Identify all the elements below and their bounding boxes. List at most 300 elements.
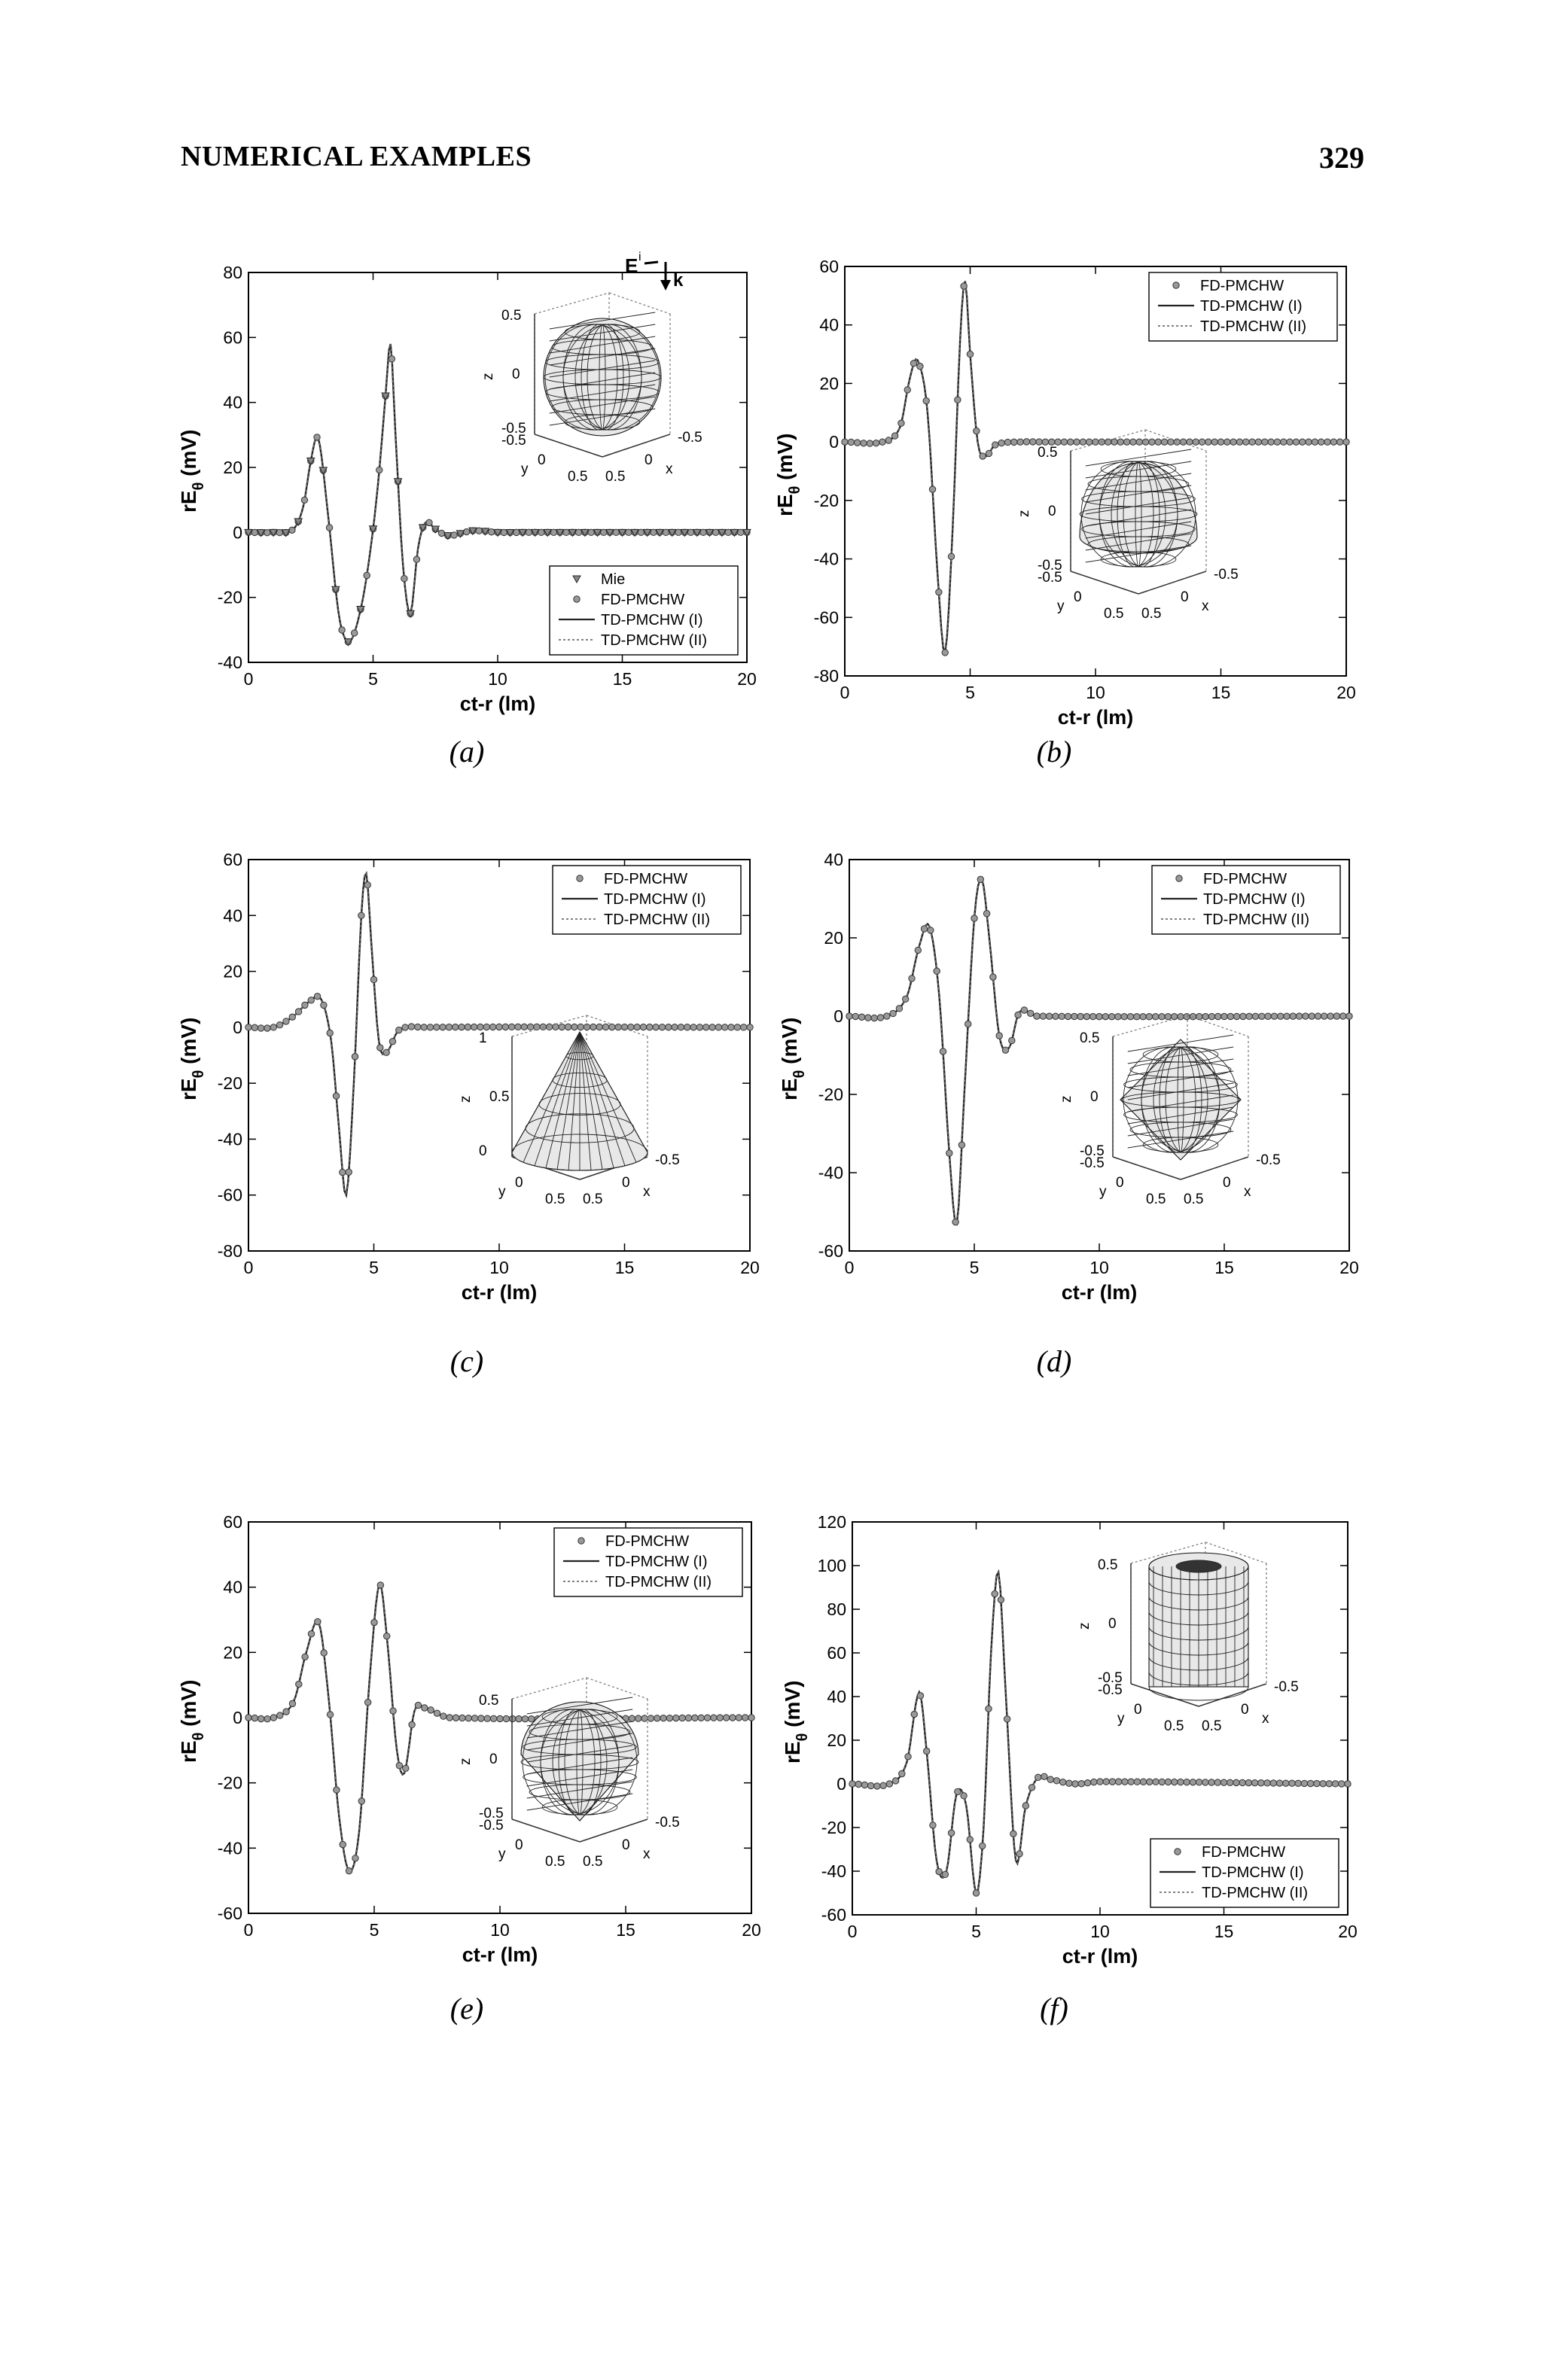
y-tick-label: 60 bbox=[223, 1512, 242, 1532]
marker-point bbox=[600, 529, 606, 535]
marker-point bbox=[490, 1715, 496, 1721]
marker-point bbox=[613, 529, 619, 535]
marker-point bbox=[364, 882, 370, 888]
marker-point bbox=[965, 1021, 971, 1027]
marker-point bbox=[666, 1024, 672, 1030]
marker-point bbox=[629, 1715, 635, 1721]
marker-point bbox=[634, 1024, 640, 1030]
marker-point bbox=[1274, 439, 1280, 445]
marker-point bbox=[1211, 439, 1217, 445]
marker-point bbox=[1336, 439, 1342, 445]
inset-x-tick: 0.5 bbox=[605, 469, 626, 485]
inset-z-name: z bbox=[1077, 1622, 1093, 1630]
inset-3d bbox=[1059, 1015, 1281, 1207]
inset-3d bbox=[480, 293, 702, 485]
marker-point bbox=[459, 1715, 465, 1721]
marker-point bbox=[1068, 439, 1074, 445]
marker-point bbox=[672, 1024, 678, 1030]
marker-point bbox=[377, 1045, 383, 1051]
inset-x-name: x bbox=[1244, 1184, 1251, 1200]
legend-label: Mie bbox=[601, 571, 626, 588]
marker-point bbox=[1029, 1785, 1035, 1791]
y-tick-label: 20 bbox=[223, 458, 242, 477]
marker-point bbox=[352, 1054, 358, 1060]
y-tick-label: -60 bbox=[217, 1904, 242, 1923]
marker-point bbox=[483, 1024, 489, 1030]
marker-point bbox=[638, 529, 644, 535]
marker-point bbox=[654, 1715, 660, 1721]
marker-point bbox=[1010, 1831, 1016, 1837]
marker-point bbox=[289, 527, 295, 533]
inset-x-tick: -0.5 bbox=[655, 1152, 680, 1168]
legend-symbol-circle bbox=[578, 1538, 584, 1544]
marker-point bbox=[723, 1715, 729, 1721]
y-tick-label: 0 bbox=[233, 1708, 242, 1727]
y-axis-label-main: rE bbox=[781, 1741, 804, 1764]
inset-y-tick: 0.5 bbox=[1146, 1192, 1166, 1207]
y-axis-label-main: rE bbox=[778, 1078, 801, 1100]
x-tick-label: 15 bbox=[616, 1920, 635, 1940]
y-axis-label bbox=[177, 430, 207, 513]
inset-x-name: x bbox=[1202, 598, 1209, 614]
marker-point bbox=[1309, 1013, 1315, 1019]
marker-point bbox=[1153, 1779, 1159, 1785]
marker-point bbox=[986, 1706, 992, 1712]
inset-x-tick: 0.5 bbox=[1184, 1192, 1204, 1207]
chart-panel-e bbox=[177, 1512, 761, 1966]
legend-label: TD-PMCHW (II) bbox=[604, 912, 711, 928]
inset-x-name: x bbox=[643, 1846, 651, 1862]
x-axis-label: ct-r (lm) bbox=[461, 1281, 538, 1304]
inset-x-tick: 0.5 bbox=[1141, 606, 1162, 622]
running-title: NUMERICAL EXAMPLES bbox=[181, 141, 532, 172]
marker-point bbox=[896, 1006, 902, 1012]
y-tick-label: -20 bbox=[217, 1073, 242, 1094]
marker-point bbox=[308, 997, 314, 1003]
legend-label: TD-PMCHW (I) bbox=[1203, 891, 1306, 908]
marker-point bbox=[1217, 439, 1224, 445]
y-axis-label-main: rE bbox=[773, 494, 797, 516]
marker-point bbox=[1187, 439, 1193, 445]
marker-point bbox=[415, 1702, 421, 1708]
marker-point bbox=[588, 529, 594, 535]
marker-point bbox=[364, 572, 370, 578]
y-tick-label: 20 bbox=[223, 1642, 242, 1663]
marker-point bbox=[854, 440, 860, 446]
marker-point bbox=[434, 1024, 440, 1030]
y-axis-label bbox=[177, 1680, 207, 1763]
marker-point bbox=[1102, 1013, 1108, 1019]
inset-z-tick: -0.5 bbox=[1080, 1143, 1105, 1159]
marker-point bbox=[1327, 1013, 1333, 1019]
x-tick-label: 10 bbox=[1090, 1922, 1110, 1941]
marker-point bbox=[849, 1781, 855, 1787]
marker-point bbox=[948, 553, 954, 559]
marker-point bbox=[463, 528, 469, 534]
marker-point bbox=[522, 1715, 528, 1721]
marker-point bbox=[709, 1024, 715, 1030]
y-axis-label-sub: θ bbox=[787, 485, 803, 495]
marker-point bbox=[1091, 1779, 1097, 1785]
marker-point bbox=[1306, 439, 1312, 445]
marker-point bbox=[446, 1024, 452, 1030]
marker-point bbox=[961, 283, 967, 289]
marker-point bbox=[1324, 439, 1330, 445]
marker-point bbox=[1233, 1779, 1239, 1785]
marker-point bbox=[1321, 1013, 1327, 1019]
marker-point bbox=[502, 1024, 508, 1030]
marker-point bbox=[1270, 1780, 1276, 1786]
marker-point bbox=[529, 1716, 535, 1722]
marker-point bbox=[478, 1715, 484, 1721]
marker-point bbox=[1236, 439, 1242, 445]
inset-x-axis bbox=[602, 434, 670, 457]
x-tick-label: 10 bbox=[1086, 683, 1105, 702]
legend-label: TD-PMCHW (II) bbox=[605, 1574, 712, 1590]
marker-point bbox=[1140, 1779, 1146, 1785]
legend-label: TD-PMCHW (I) bbox=[604, 891, 706, 908]
marker-point bbox=[1227, 1779, 1233, 1785]
inset-3d bbox=[1077, 1542, 1299, 1734]
inset-y-name: y bbox=[498, 1846, 506, 1862]
x-tick-label: 10 bbox=[488, 669, 507, 689]
marker-point bbox=[427, 1024, 433, 1030]
marker-point bbox=[1121, 1014, 1127, 1020]
inset-z-tick: 0 bbox=[1048, 504, 1056, 519]
marker-point bbox=[515, 1024, 521, 1030]
marker-point bbox=[1017, 439, 1023, 445]
inset-y-tick: -0.5 bbox=[1080, 1155, 1105, 1171]
y-tick-label: -60 bbox=[821, 1905, 846, 1925]
marker-point bbox=[679, 1715, 685, 1721]
marker-point bbox=[1028, 1010, 1034, 1016]
y-axis-label-main: rE bbox=[177, 490, 200, 513]
marker-point bbox=[489, 529, 495, 535]
marker-point bbox=[1084, 1780, 1090, 1786]
marker-point bbox=[422, 1705, 428, 1711]
marker-point bbox=[409, 1721, 415, 1727]
marker-point bbox=[1315, 1013, 1321, 1019]
inset-x-tick: 0 bbox=[622, 1175, 630, 1191]
legend-label: TD-PMCHW (I) bbox=[601, 612, 703, 628]
inset-z-tick: 0 bbox=[1108, 1616, 1117, 1632]
y-tick-label: 60 bbox=[819, 257, 839, 276]
marker-point bbox=[996, 1033, 1002, 1039]
marker-point bbox=[1074, 439, 1080, 445]
marker-point bbox=[1252, 1013, 1258, 1019]
subfigure-caption-e: (e) bbox=[449, 1992, 484, 2025]
marker-point bbox=[446, 1715, 453, 1721]
x-tick-label: 20 bbox=[737, 669, 757, 689]
marker-point bbox=[747, 1024, 753, 1030]
inset-z-tick: 0.5 bbox=[479, 1693, 499, 1709]
y-tick-label: -40 bbox=[217, 1838, 242, 1858]
marker-point bbox=[438, 530, 444, 536]
marker-point bbox=[842, 439, 848, 445]
marker-point bbox=[983, 911, 989, 917]
y-tick-label: 40 bbox=[223, 905, 242, 926]
marker-point bbox=[321, 1650, 327, 1656]
marker-point bbox=[1303, 1013, 1309, 1019]
inset-k-arrowhead bbox=[660, 280, 671, 291]
marker-point bbox=[1059, 1779, 1065, 1785]
inset-z-name: z bbox=[458, 1758, 474, 1765]
marker-point bbox=[1147, 1779, 1153, 1785]
marker-point bbox=[364, 1699, 370, 1705]
marker-point bbox=[653, 1024, 659, 1030]
legend bbox=[553, 866, 741, 934]
marker-point bbox=[563, 529, 569, 535]
inset-z-tick: 0.5 bbox=[489, 1089, 510, 1105]
marker-point bbox=[283, 1018, 289, 1024]
marker-point bbox=[1296, 1013, 1302, 1019]
marker-point bbox=[1165, 1779, 1171, 1785]
marker-point bbox=[725, 529, 731, 535]
marker-point bbox=[577, 1024, 584, 1030]
y-axis-label bbox=[177, 1018, 207, 1100]
inset-z-tick: -0.5 bbox=[1098, 1670, 1123, 1686]
marker-point bbox=[459, 1024, 465, 1030]
marker-point bbox=[321, 1002, 327, 1008]
y-axis-label bbox=[778, 1018, 808, 1100]
marker-point bbox=[371, 1619, 377, 1625]
y-tick-label: 60 bbox=[223, 850, 242, 869]
marker-point bbox=[396, 1763, 402, 1769]
legend-label: FD-PMCHW bbox=[1202, 1844, 1286, 1861]
y-tick-label: -60 bbox=[813, 607, 839, 628]
marker-point bbox=[740, 1024, 746, 1030]
y-tick-label: -40 bbox=[217, 653, 242, 672]
marker-point bbox=[1190, 1779, 1196, 1785]
x-tick-label: 10 bbox=[1089, 1258, 1109, 1277]
marker-point bbox=[596, 1024, 602, 1030]
marker-point bbox=[327, 1712, 333, 1718]
marker-point bbox=[1115, 1014, 1121, 1020]
marker-point bbox=[738, 529, 744, 535]
marker-point bbox=[1168, 439, 1174, 445]
marker-point bbox=[314, 434, 320, 440]
marker-point bbox=[1239, 1779, 1245, 1785]
inset-x-tick: -0.5 bbox=[1256, 1152, 1281, 1168]
subfigure-caption-c: (c) bbox=[449, 1344, 484, 1378]
y-axis-label-sub: θ bbox=[190, 1070, 207, 1079]
marker-point bbox=[1047, 1776, 1053, 1782]
marker-point bbox=[986, 450, 992, 456]
marker-point bbox=[974, 428, 980, 434]
y-axis-label-unit: (mV) bbox=[773, 433, 797, 486]
inset-y-tick: 0.5 bbox=[1104, 606, 1124, 622]
inset-y-tick: -0.5 bbox=[479, 1818, 504, 1834]
y-tick-label: 40 bbox=[223, 1577, 242, 1597]
marker-point bbox=[315, 1618, 321, 1624]
marker-point bbox=[1287, 439, 1293, 445]
marker-point bbox=[1174, 439, 1180, 445]
marker-point bbox=[1146, 1014, 1152, 1020]
marker-point bbox=[440, 1713, 446, 1719]
marker-point bbox=[1202, 1779, 1208, 1785]
marker-point bbox=[1004, 439, 1010, 445]
marker-point bbox=[1108, 1013, 1114, 1019]
marker-point bbox=[648, 1715, 654, 1721]
marker-point bbox=[1036, 439, 1042, 445]
marker-point bbox=[1023, 439, 1029, 445]
marker-point bbox=[1083, 1013, 1089, 1019]
marker-point bbox=[1245, 1779, 1251, 1785]
x-axis-label: ct-r (lm) bbox=[459, 692, 536, 715]
inset-y-name: y bbox=[1117, 1711, 1125, 1727]
marker-point bbox=[992, 442, 998, 448]
marker-point bbox=[874, 1783, 880, 1789]
x-tick-label: 0 bbox=[243, 1258, 254, 1277]
marker-point bbox=[1221, 1013, 1227, 1019]
marker-point bbox=[1214, 1779, 1220, 1785]
legend-label: FD-PMCHW bbox=[1200, 278, 1284, 294]
inset-z-tick: 0.5 bbox=[501, 308, 522, 324]
marker-point bbox=[333, 1093, 339, 1099]
marker-point bbox=[389, 1038, 395, 1044]
marker-point bbox=[1136, 439, 1142, 445]
inset-y-name: y bbox=[498, 1184, 506, 1200]
inset-e-superscript: i bbox=[638, 251, 641, 263]
marker-point bbox=[1258, 1780, 1264, 1786]
marker-point bbox=[1330, 439, 1336, 445]
marker-point bbox=[877, 1015, 883, 1021]
marker-point bbox=[1015, 1012, 1021, 1018]
marker-point bbox=[421, 1024, 427, 1030]
marker-point bbox=[715, 1024, 721, 1030]
marker-point bbox=[909, 975, 915, 982]
legend-symbol-circle bbox=[574, 596, 580, 602]
marker-point bbox=[1278, 1013, 1284, 1019]
marker-point bbox=[501, 529, 507, 535]
marker-point bbox=[1059, 1013, 1065, 1019]
marker-point bbox=[990, 974, 996, 980]
marker-point bbox=[1339, 1781, 1345, 1787]
inset-e-arrow bbox=[645, 262, 658, 263]
marker-point bbox=[647, 1024, 653, 1030]
marker-point bbox=[1122, 1779, 1128, 1785]
chart-panel-f bbox=[781, 1512, 1358, 1968]
marker-point bbox=[1333, 1013, 1339, 1019]
marker-point bbox=[484, 1715, 490, 1721]
y-tick-label: 20 bbox=[223, 961, 242, 982]
inset-y-name: y bbox=[1099, 1184, 1107, 1200]
marker-point bbox=[428, 1707, 434, 1713]
y-axis-label-unit: (mV) bbox=[781, 1680, 804, 1733]
y-tick-label: -60 bbox=[818, 1241, 843, 1261]
marker-point bbox=[903, 996, 909, 1002]
marker-point bbox=[891, 433, 897, 439]
marker-point bbox=[471, 1024, 477, 1030]
marker-point bbox=[940, 1048, 946, 1055]
page-header bbox=[181, 140, 1364, 178]
marker-point bbox=[1227, 1013, 1233, 1019]
marker-point bbox=[559, 1024, 565, 1030]
marker-point bbox=[289, 1700, 295, 1706]
legend-symbol-circle bbox=[1173, 282, 1179, 288]
inset-axis-line bbox=[587, 1678, 648, 1699]
y-tick-label: -20 bbox=[818, 1085, 843, 1104]
inset-y-tick: 0 bbox=[1134, 1702, 1142, 1718]
marker-point bbox=[1196, 1779, 1202, 1785]
inset-z-tick: 1 bbox=[479, 1030, 487, 1046]
marker-point bbox=[1149, 439, 1155, 445]
subfigure-caption-a: (a) bbox=[449, 735, 485, 768]
marker-point bbox=[1040, 1013, 1046, 1019]
legend-label: TD-PMCHW (II) bbox=[1200, 318, 1307, 335]
x-axis-label: ct-r (lm) bbox=[1062, 1945, 1138, 1968]
marker-point bbox=[489, 1024, 495, 1030]
marker-point bbox=[1340, 1013, 1346, 1019]
marker-point bbox=[873, 440, 879, 446]
marker-point bbox=[730, 1715, 736, 1721]
x-tick-label: 15 bbox=[1211, 683, 1231, 702]
y-tick-label: 60 bbox=[223, 327, 242, 348]
sphere-mesh bbox=[544, 318, 661, 436]
marker-point bbox=[1249, 439, 1255, 445]
inset-k-label: k bbox=[673, 270, 684, 291]
inset-z-name: z bbox=[1016, 510, 1032, 517]
marker-point bbox=[692, 1715, 698, 1721]
marker-point bbox=[1300, 439, 1306, 445]
marker-point bbox=[666, 1715, 672, 1721]
inset-y-name: y bbox=[521, 461, 529, 477]
marker-point bbox=[1066, 1780, 1072, 1786]
y-tick-label: 20 bbox=[819, 373, 839, 394]
inset-y-tick: -0.5 bbox=[1098, 1682, 1123, 1698]
marker-point bbox=[640, 1024, 646, 1030]
marker-point bbox=[1343, 439, 1349, 445]
marker-point bbox=[513, 529, 520, 535]
x-tick-label: 0 bbox=[243, 669, 254, 689]
marker-point bbox=[314, 993, 320, 999]
marker-point bbox=[1016, 1851, 1022, 1857]
marker-point bbox=[696, 1024, 702, 1030]
x-axis-label: ct-r (lm) bbox=[462, 1943, 538, 1966]
marker-point bbox=[728, 1024, 734, 1030]
marker-point bbox=[1022, 1803, 1029, 1809]
marker-point bbox=[690, 1024, 696, 1030]
legend bbox=[1149, 272, 1337, 341]
subfigure-caption-d: (d) bbox=[1036, 1344, 1072, 1378]
marker-point bbox=[1307, 1780, 1313, 1786]
inset-y-tick: 0.5 bbox=[545, 1854, 565, 1870]
inset-z-tick: -0.5 bbox=[501, 421, 526, 437]
marker-point bbox=[277, 1712, 283, 1718]
marker-point bbox=[626, 529, 632, 535]
marker-point bbox=[861, 440, 867, 446]
marker-point bbox=[898, 420, 904, 426]
y-tick-label: 40 bbox=[824, 850, 843, 869]
marker-point bbox=[1127, 1014, 1133, 1020]
x-tick-label: 20 bbox=[1338, 1922, 1358, 1941]
marker-point bbox=[1233, 1013, 1239, 1019]
y-tick-label: 120 bbox=[817, 1512, 846, 1532]
marker-point bbox=[1115, 1779, 1121, 1785]
chart-panel-b bbox=[773, 257, 1356, 729]
marker-point bbox=[955, 1788, 961, 1794]
marker-point bbox=[396, 1027, 402, 1033]
inset-y-tick: -0.5 bbox=[1038, 570, 1062, 586]
marker-point bbox=[958, 1142, 965, 1148]
x-tick-label: 0 bbox=[243, 1920, 254, 1940]
marker-point bbox=[440, 1024, 446, 1030]
inset-x-axis bbox=[580, 1819, 648, 1842]
x-tick-label: 0 bbox=[840, 683, 850, 702]
marker-point bbox=[276, 1022, 282, 1028]
marker-point bbox=[553, 1024, 559, 1030]
marker-point bbox=[302, 1002, 308, 1008]
